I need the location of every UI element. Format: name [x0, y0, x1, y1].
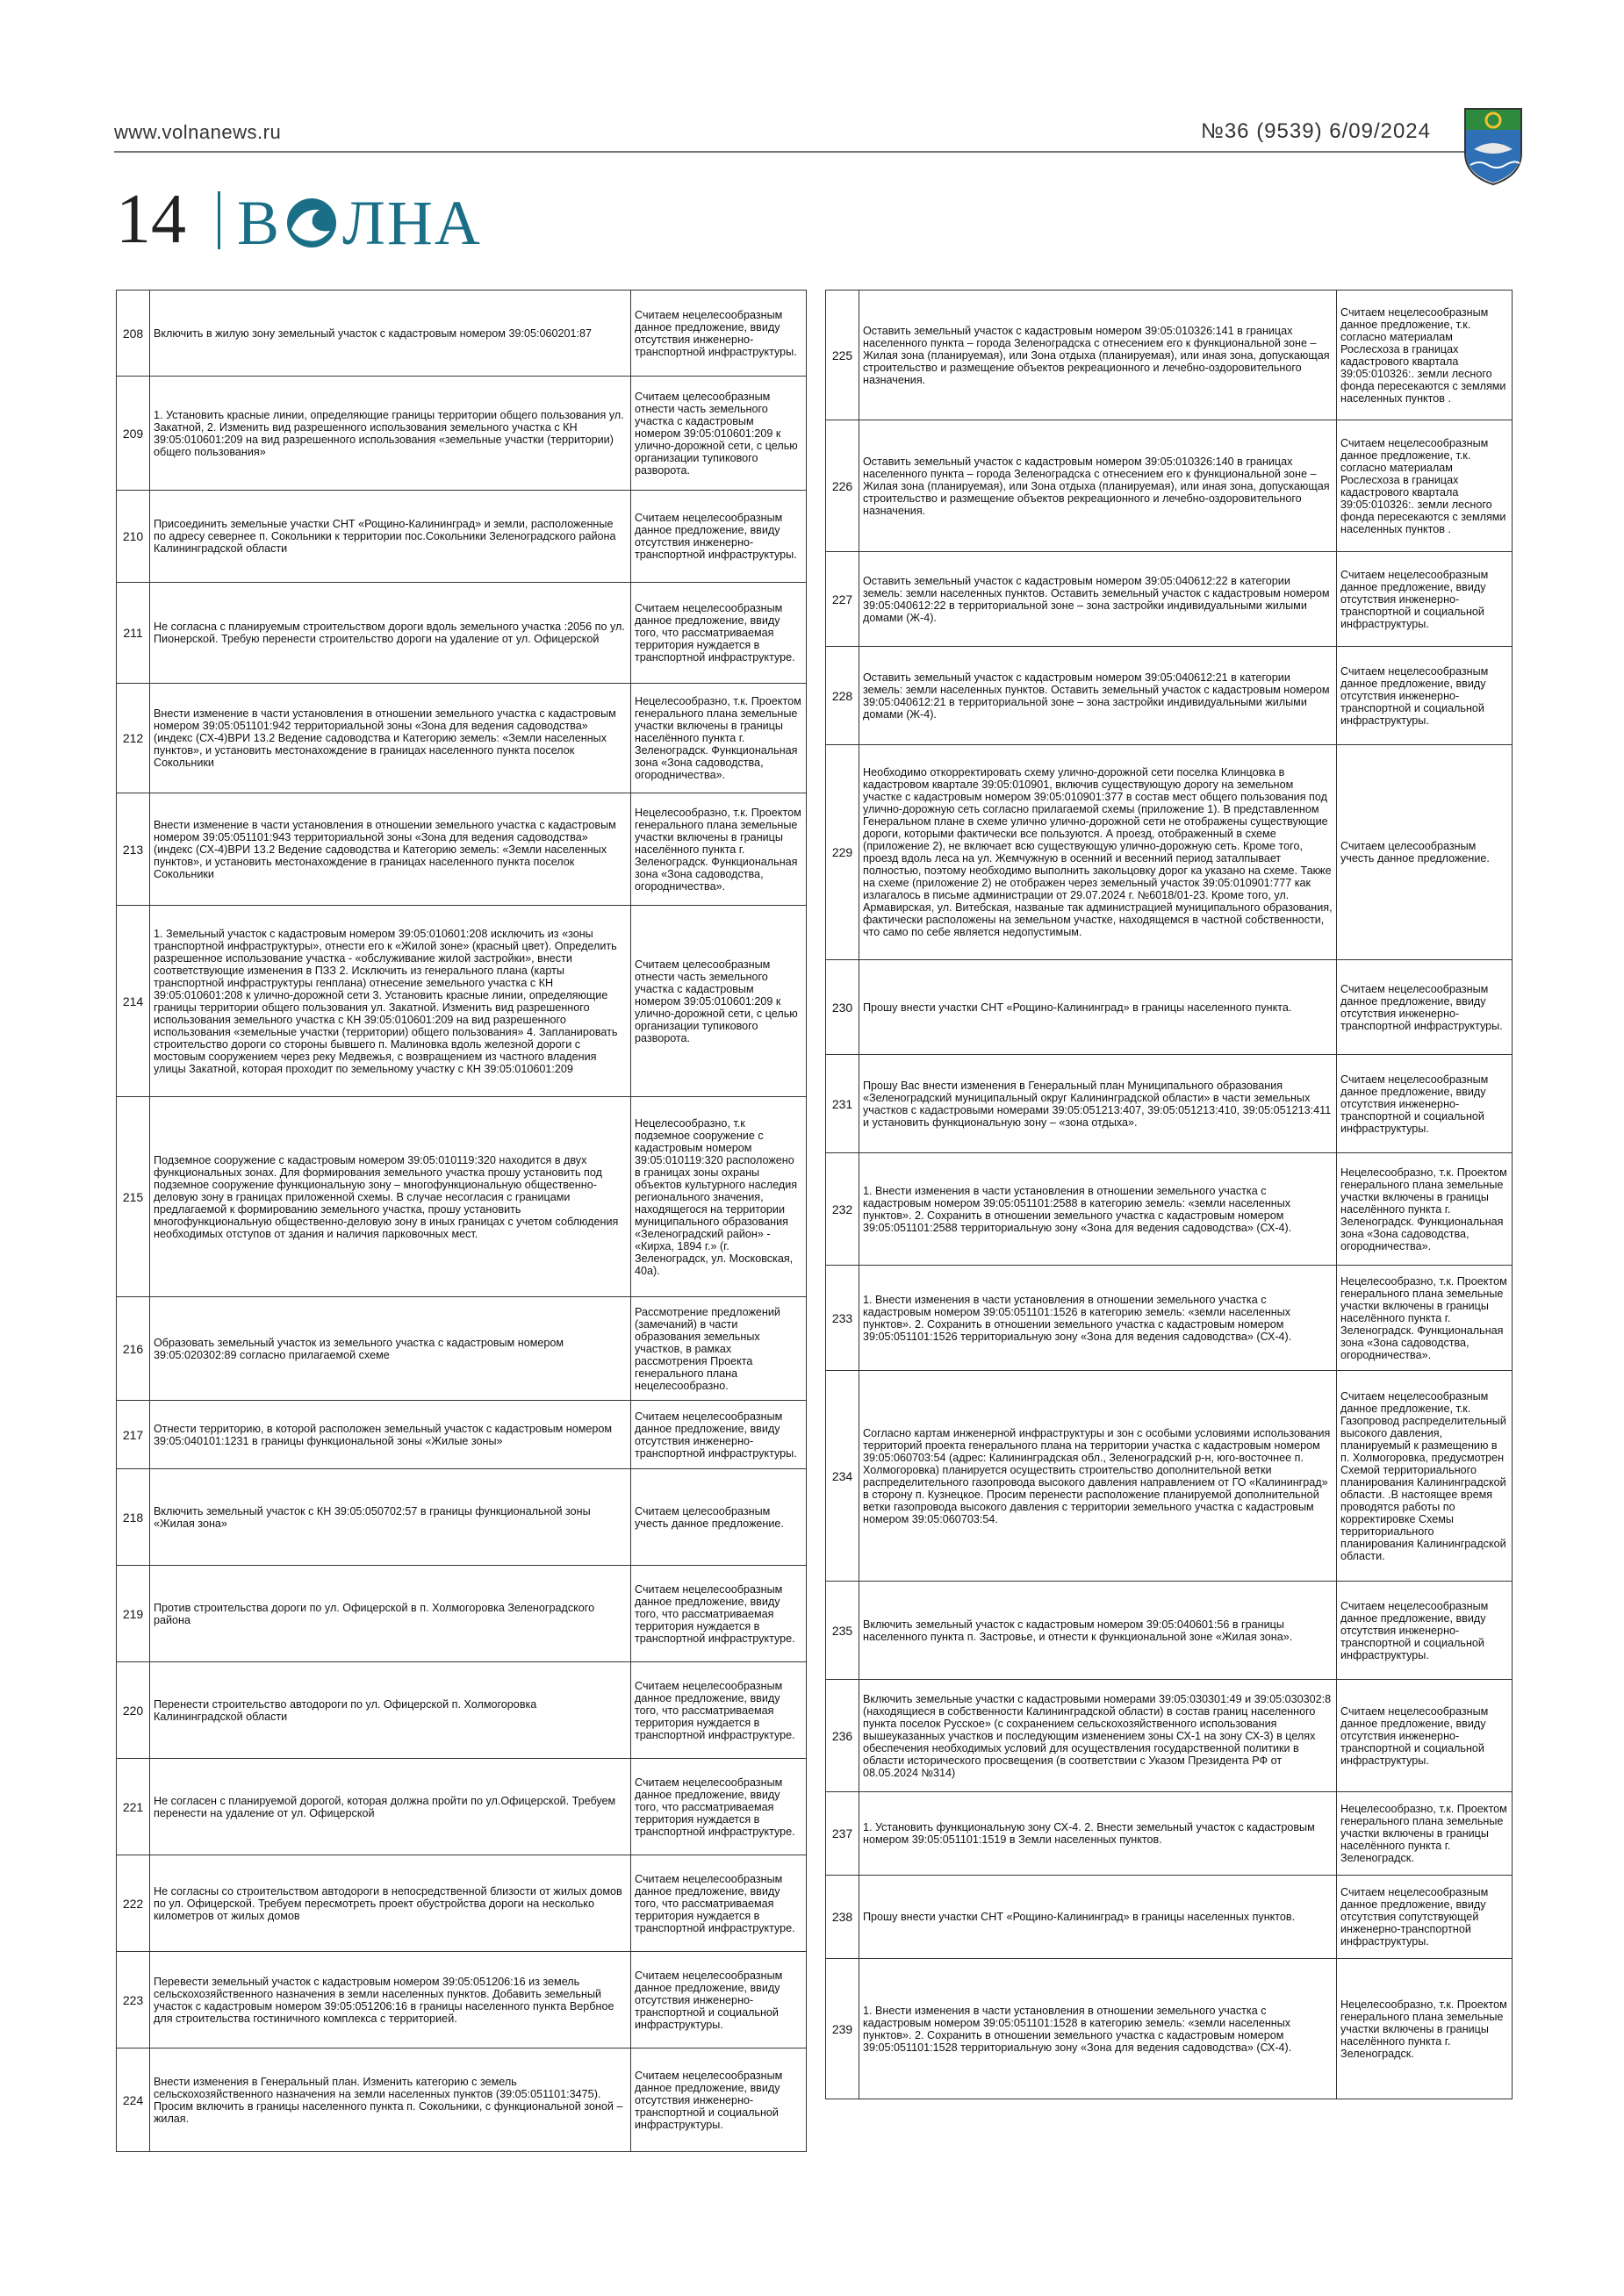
- table-row: [826, 1876, 1513, 1959]
- wave-logo-icon: [284, 196, 339, 250]
- row-number: 209: [117, 377, 150, 491]
- decision-text: Считаем нецелесообразным данное предложение, ввиду того, что рассматриваемая территория нуждается в транспортной инфраструктуре.: [631, 583, 807, 684]
- proposal-text: Включить в жилую зону земельный участок с кадастровым номером 39:05:060201:87: [150, 291, 631, 377]
- table-row: [117, 1662, 807, 1759]
- row-number: 235: [826, 1582, 859, 1680]
- decision-text: Считаем нецелесообразным данное предложение, ввиду отсутствия инженерно-транспортной и социальной инфраструктуры.: [631, 1952, 807, 2048]
- proposal-text: 1. Установить красные линии, определяющие границы территории общего пользования ул. Закатной, 2. Изменить вид разрешенного использования земельного участка с КН 39:05:010601:209 на вид разрешенного использования «земельные участки (территории) общего пользования»: [150, 377, 631, 491]
- row-number: 234: [826, 1371, 859, 1582]
- decision-text: Считаем нецелесообразным данное предложение, ввиду отсутствия инженерно-транспортной и социальной инфраструктуры.: [631, 2048, 807, 2152]
- row-number: 227: [826, 552, 859, 647]
- proposal-text: Не согласна с планируемым строительством дороги вдоль земельного участка :2056 по ул. Пионерской. Требую перенести строительство дороги на удаление от ул. Офицерской: [150, 583, 631, 684]
- proposal-text: Перевести земельный участок с кадастровым номером 39:05:051206:16 из земель сельскохозяйственного назначения в земли населенных пунктов. Добавить земельный участок с кадастровым номером 39:05:051206:16 в границы населенного пункта Вербное для строительства гостиничного комплекса с территорией.: [150, 1952, 631, 2048]
- decision-text: Считаем нецелесообразным данное предложение, ввиду отсутствия инженерно-транспортной инфраструктуры.: [1337, 960, 1513, 1055]
- table-row: [826, 1792, 1513, 1876]
- issue-info: №36 (9539) 6/09/2024: [1201, 119, 1431, 143]
- decision-text: Считаем целесообразным отнести часть земельного участка с кадастровым номером 39:05:010601:209 к улично-дорожной сети, с целью организации тупикового разворота.: [631, 377, 807, 491]
- proposal-text: 1. Установить функциональную зону СХ-4. 2. Внести земельный участок с кадастровым номером 39:05:051101:1519 в Земли населенных пунктов.: [859, 1792, 1337, 1876]
- decision-text: Считаем нецелесообразным данное предложение, ввиду отсутствия инженерно-транспортной и социальной инфраструктуры.: [1337, 1055, 1513, 1153]
- proposals-table-right: [825, 290, 1513, 2099]
- table-row: [826, 1055, 1513, 1153]
- decision-text: Нецелесообразно, т.к. Проектом генерального плана земельные участки включены в границы населённого пункта г. Зеленоградск. Функциональная зона «Зона садоводства, огородничества».: [631, 684, 807, 793]
- coat-of-arms-icon: [1462, 105, 1525, 186]
- table-row: [117, 1855, 807, 1952]
- table-row: [826, 745, 1513, 960]
- masthead-letters-right: ЛНА: [342, 187, 482, 258]
- table-row: [826, 960, 1513, 1055]
- table-row: [826, 552, 1513, 647]
- site-url[interactable]: www.volnanews.ru: [114, 121, 282, 143]
- decision-text: Рассмотрение предложений (замечаний) в части образования земельных участков, в рамках рассмотрения Проекта генерального плана нецелесообразно.: [631, 1297, 807, 1401]
- decision-text: Нецелесообразно, т.к. Проектом генерального плана земельные участки включены в границы населённого пункта г. Зеленоградск. Функциональная зона «Зона садоводства, огородничества».: [1337, 1153, 1513, 1266]
- proposal-text: Присоединить земельные участки СНТ «Рощино-Калининград» и земли, расположенные по адресу севернее п. Сокольники к территории пос.Сокольники Зеленоградского района Калининградской области: [150, 491, 631, 583]
- decision-text: Считаем нецелесообразным данное предложение, ввиду того, что рассматриваемая территория нуждается в транспортной инфраструктуре.: [631, 1662, 807, 1759]
- row-number: 226: [826, 420, 859, 552]
- row-number: 217: [117, 1401, 150, 1469]
- row-number: 216: [117, 1297, 150, 1401]
- decision-text: Считаем нецелесообразным данное предложение, ввиду отсутствия инженерно-транспортной и социальной инфраструктуры.: [1337, 1680, 1513, 1792]
- decision-text: Считаем целесообразным отнести часть земельного участка с кадастровым номером 39:05:010601:209 к улично-дорожной сети, с целью организации тупикового разворота.: [631, 906, 807, 1097]
- proposal-text: Оставить земельный участок с кадастровым номером 39:05:010326:141 в границах населенного пункта – города Зеленоградска с отнесением его к функциональной зоне – Жилая зона (планируемая), или Зона отдыха (планируемая), или иная зона, допускающая строительство и размещение объектов рекреационного и лечебно-оздоровительного назначения.: [859, 291, 1337, 420]
- table-row: [117, 1952, 807, 2048]
- decision-text: Считаем нецелесообразным данное предложение, ввиду отсутствия инженерно-транспортной инфраструктуры.: [631, 1401, 807, 1469]
- row-number: 214: [117, 906, 150, 1097]
- proposal-text: Против строительства дороги по ул. Офицерской в п. Холмогоровка Зеленоградского района: [150, 1566, 631, 1662]
- table-row: [117, 1566, 807, 1662]
- table-row: [117, 2048, 807, 2152]
- proposal-text: Внести изменение в части установления в отношении земельного участка с кадастровым номером 39:05:051101:943 территориальной зоны «Зона для ведения садоводства» (индекс (СХ-4)ВРИ 13.2 Ведение садоводства и Категорию земель: «Земли населенных пунктов», и установить местонахождение в границах населенного пункта поселок Сокольники: [150, 793, 631, 906]
- proposal-text: Согласно картам инженерной инфраструктуры и зон с особыми условиями использования территорий проекта генерального плана на территории участка с кадастровым номером 39:05:060703:54 (адрес: Калининградская обл., Зеленоградский р-н, юго-восточнее п. Холмогоровка) планируется осуществить строительство дополнительной ветки распределительного газопровода высокого давления направлением от ГО «Калининград» в сторону п. Кузнецкое. Просим перенести расположение планируемой дополнительной ветки газопровода высокого давления с территории земельного участка с кадастровым номером 39:05:060703:54.: [859, 1371, 1337, 1582]
- row-number: 213: [117, 793, 150, 906]
- row-number: 236: [826, 1680, 859, 1792]
- table-row: [117, 1401, 807, 1469]
- decision-text: Считаем нецелесообразным данное предложение, ввиду отсутствия инженерно-транспортной инфраструктуры.: [631, 291, 807, 377]
- table-row: [826, 647, 1513, 745]
- row-number: 225: [826, 291, 859, 420]
- table-row: [826, 1959, 1513, 2099]
- table-row: [826, 1680, 1513, 1792]
- decision-text: Считаем нецелесообразным данное предложение, т.к. согласно материалам Рослесхоза в границах кадастрового квартала 39:05:010326:. земли лесного фонда пересекаются с землями населенных пунктов .: [1337, 291, 1513, 420]
- row-number: 224: [117, 2048, 150, 2152]
- proposal-text: Прошу внести участки СНТ «Рощино-Калининград» в границы населенного пункта.: [859, 960, 1337, 1055]
- decision-text: Считаем нецелесообразным данное предложение, т.к. Газопровод распределительный высокого давления, планируемый к размещению в п. Холмогоровка, предусмотрен Схемой территориального планирования Калининградской области. .В настоящее время проводятся работы по корректировке Схемы территориального планирования Калининградской области.: [1337, 1371, 1513, 1582]
- row-number: 231: [826, 1055, 859, 1153]
- table-row: [826, 291, 1513, 420]
- page-number: 14: [116, 181, 186, 258]
- table-row: [117, 491, 807, 583]
- proposals-table-left: [116, 290, 807, 2152]
- table-row: [117, 684, 807, 793]
- decision-text: Нецелесообразно, т.к подземное сооружение с кадастровым номером 39:05:010119:320 расположено в границах зоны охраны объектов культурного наследия регионального значения, находящегося на территории муниципального образования «Зеленоградский район» - «Кирха, 1894 г.» (г. Зеленоградск, ул. Московская, 40а).: [631, 1097, 807, 1297]
- table-row: [117, 906, 807, 1097]
- row-number: 232: [826, 1153, 859, 1266]
- proposal-text: Оставить земельный участок с кадастровым номером 39:05:040612:21 в категории земель: земли населенных пунктов. Оставить земельный участок с кадастровым номером 39:05:040612:21 в территориальной зоне – зона застройки индивидуальными жилыми домами (Ж-4).: [859, 647, 1337, 745]
- row-number: 210: [117, 491, 150, 583]
- decision-text: Считаем нецелесообразным данное предложение, ввиду того, что рассматриваемая территория нуждается в транспортной инфраструктуре.: [631, 1759, 807, 1855]
- decision-text: Считаем нецелесообразным данное предложение, т.к. согласно материалам Рослесхоза в границах кадастрового квартала 39:05:010326:. земли лесного фонда пересекаются с землями населенных пунктов .: [1337, 420, 1513, 552]
- row-number: 218: [117, 1469, 150, 1566]
- proposal-text: Прошу Вас внести изменения в Генеральный план Муниципального образования «Зеленоградский муниципальный округ Калининградской области» в части земельных участков с кадастровыми номерами 39:05:051213:407, 39:05:051213:410, 39:05:051213:411 и установить функциональную зону – «зона отдыха».: [859, 1055, 1337, 1153]
- row-number: 221: [117, 1759, 150, 1855]
- proposal-text: Оставить земельный участок с кадастровым номером 39:05:040612:22 в категории земель: земли населенных пунктов. Оставить земельный участок с кадастровым номером 39:05:040612:22 в территориальной зоне – зона застройки индивидуальными жилыми домами (Ж-4).: [859, 552, 1337, 647]
- decision-text: Считаем нецелесообразным данное предложение, ввиду отсутствия инженерно-транспортной и социальной инфраструктуры.: [1337, 647, 1513, 745]
- decision-text: Считаем нецелесообразным данное предложение, ввиду отсутствия инженерно-транспортной инфраструктуры.: [631, 491, 807, 583]
- row-number: 233: [826, 1266, 859, 1371]
- table-row: [826, 1266, 1513, 1371]
- decision-text: Нецелесообразно, т.к. Проектом генерального плана земельные участки включены в границы населённого пункта г. Зеленоградск.: [1337, 1959, 1513, 2099]
- proposal-text: Подземное сооружение с кадастровым номером 39:05:010119:320 находится в двух функциональных зонах. Для формирования земельного участка прошу установить под подземное сооружение функциональную зону – многофункциональную общественно-деловую зону в границах приложенной схемы. В случае несогласия с границами предлагаемой к формированию земельного участка, прошу установить многофункциональную общественно-деловую зону в иных границах с учетом соблюдения необходимых отступов от здания и наличия парковочных мест.: [150, 1097, 631, 1297]
- table-row: [826, 1582, 1513, 1680]
- header-rule: [114, 151, 1519, 153]
- table-row: [117, 1469, 807, 1566]
- row-number: 238: [826, 1876, 859, 1959]
- decision-text: Считаем целесообразным учесть данное предложение.: [631, 1469, 807, 1566]
- row-number: 228: [826, 647, 859, 745]
- decision-text: Нецелесообразно, т.к. Проектом генерального плана земельные участки включены в границы населённого пункта г. Зеленоградск.: [1337, 1792, 1513, 1876]
- proposal-text: Внести изменение в части установления в отношении земельного участка с кадастровым номером 39:05:051101:942 территориальной зоны «Зона для ведения садоводства» (индекс (СХ-4)ВРИ 13.2 Ведение садоводства и Категорию земель: «Земли населенных пунктов», и установить местонахождение в границах населенного пункта поселок Сокольники: [150, 684, 631, 793]
- proposal-text: Включить земельные участки с кадастровыми номерами 39:05:030301:49 и 39:05:030302:8 (находящиеся в собственности Калининградской области) в состав границ населенного пункта поселок Русское» (с сохранением сельскохозяйственного использования вышеуказанных участков и последующим изменением зоны СХ-1 на зону СХ-3) в целях обеспечения необходимых условий для осуществления государственной политики в области исторического просвещения (в соответствии с Указом Президента РФ от 08.05.2024 №314): [859, 1680, 1337, 1792]
- table-row: [117, 377, 807, 491]
- proposal-text: Необходимо откорректировать схему улично-дорожной сети поселка Клинцовка в кадастровом квартале 39:05:010901, включив существующую дорогу на земельном участке с кадастровым номером 39:05:010901:377 в состав мест общего пользования под улично-дорожную сеть согласно прилагаемой схемы (приложение 1). В представленном Генеральном плане в схеме улично улично-дорожной сети не отображены существующие дороги, которыми фактически все пользуются. А проезд, отображенный в схеме (приложение 2), не включает всю существующую улично-дорожную сеть. Кроме того, проезд вдоль леса на ул. Жемчужную в осенний и весенний период заталпывает полностью, поэтому необходимо выполнить закольцовку дорог ка указано на схеме. Также на схеме (приложение 2) не отображен через земельный участок 39:05:010901:777 как излагалось в письме администрации от 29.07.2024 г. №6018/01-23. Кроме того, ул. Армавирская, ул. Витебская, названые так администрацией муниципального образования, фактически расположены на земельном участке, находящемся в частной собственности, что само по себе является недопустимым.: [859, 745, 1337, 960]
- table-row: [117, 1759, 807, 1855]
- table-row: [117, 291, 807, 377]
- masthead-logo[interactable]: [237, 188, 482, 258]
- page-number-divider: [218, 191, 220, 249]
- table-row: [117, 583, 807, 684]
- proposal-text: Оставить земельный участок с кадастровым номером 39:05:010326:140 в границах населенного пункта – города Зеленоградска с отнесением его к функциональной зоне – Жилая зона (планируемая), или Зона отдыха (планируемая), или иная зона, допускающая строительство и размещение объектов рекреационного и лечебно-оздоровительного назначения.: [859, 420, 1337, 552]
- row-number: 229: [826, 745, 859, 960]
- table-row: [826, 420, 1513, 552]
- proposal-text: Включить земельный участок с кадастровым номером 39:05:040601:56 в границы населенного пункта п. Застровье, и отнести к функциональной зоне «Жилая зона».: [859, 1582, 1337, 1680]
- table-row: [117, 793, 807, 906]
- proposal-text: Прошу внести участки СНТ «Рощино-Калининград» в границы населенных пунктов.: [859, 1876, 1337, 1959]
- proposal-text: 1. Земельный участок с кадастровым номером 39:05:010601:208 исключить из «зоны транспортной инфраструктуры», отнести его к «Жилой зоне» (красный цвет). Определить разрешенное использование участка - «обслуживание жилой застройки», внести соответствующие изменения в ПЗЗ 2. Исключить из генерального плана (карты транспортной инфраструктуры генплана) отнесение земельного участка с КН 39:05:010601:208 к улично-дорожной сети 3. Установить красные линии, определяющие границы территории общего пользования ул. Закатной. Изменить вид разрешенного использования земельного участка с КН 39:05:010601:209 на вид разрешенного использования «земельные участки (территории) общего пользования» 4. Запланировать строительство дороги со стороны бывшего п. Малиновка вдоль железной дороги с мостовым сооружением через реку Медвежья, с возвращением из частного владения улицы Закатной, которая проходит по земельному участку с КН 39:05:010601:209: [150, 906, 631, 1097]
- row-number: 212: [117, 684, 150, 793]
- row-number: 237: [826, 1792, 859, 1876]
- row-number: 239: [826, 1959, 859, 2099]
- table-row: [826, 1153, 1513, 1266]
- proposal-text: Образовать земельный участок из земельного участка с кадастровым номером 39:05:020302:89 согласно прилагаемой схеме: [150, 1297, 631, 1401]
- decision-text: Считаем нецелесообразным данное предложение, ввиду отсутствия инженерно-транспортной и социальной инфраструктуры.: [1337, 552, 1513, 647]
- masthead-letter-left: В: [237, 187, 282, 258]
- decision-text: Нецелесообразно, т.к. Проектом генерального плана земельные участки включены в границы населённого пункта г. Зеленоградск. Функциональная зона «Зона садоводства, огородничества».: [1337, 1266, 1513, 1371]
- row-number: 230: [826, 960, 859, 1055]
- row-number: 215: [117, 1097, 150, 1297]
- decision-text: Нецелесообразно, т.к. Проектом генерального плана земельные участки включены в границы населённого пункта г. Зеленоградск. Функциональная зона «Зона садоводства, огородничества».: [631, 793, 807, 906]
- row-number: 222: [117, 1855, 150, 1952]
- decision-text: Считаем нецелесообразным данное предложение, ввиду того, что рассматриваемая территория нуждается в транспортной инфраструктуре.: [631, 1566, 807, 1662]
- proposal-text: Отнести территорию, в которой расположен земельный участок с кадастровым номером 39:05:040101:1231 в границы функциональной зоны «Жилые зоны»: [150, 1401, 631, 1469]
- row-number: 219: [117, 1566, 150, 1662]
- decision-text: Считаем нецелесообразным данное предложение, ввиду отсутствия сопутствующей инженерно-транспортной инфраструктуры.: [1337, 1876, 1513, 1959]
- decision-text: Считаем нецелесообразным данное предложение, ввиду того, что рассматриваемая территория нуждается в транспортной инфраструктуре.: [631, 1855, 807, 1952]
- proposal-text: 1. Внести изменения в части установления в отношении земельного участка с кадастровым номером 39:05:051101:2588 в категорию земель: «земли населенных пунктов». 2. Сохранить в отношении земельного участка с кадастровым номером 39:05:051101:2588 территориальную зону «Зона для ведения садоводства» (СХ-4).: [859, 1153, 1337, 1266]
- proposal-text: Не согласны со строительством автодороги в непосредственной близости от жилых домов по ул. Офицерской. Требуем пересмотреть проект обустройства дороги на несколько километров от жилых домов: [150, 1855, 631, 1952]
- proposal-text: 1. Внести изменения в части установления в отношении земельного участка с кадастровым номером 39:05:051101:1526 в категорию земель: «земли населенных пунктов». 2. Сохранить в отношении земельного участка с кадастровым номером 39:05:051101:1526 территориальную зону «Зона для ведения садоводства» (СХ-4).: [859, 1266, 1337, 1371]
- table-row: [826, 1371, 1513, 1582]
- proposal-text: Не согласен с планируемой дорогой, которая должна пройти по ул.Офицерской. Требуем перенести на удаление от ул. Офицерской: [150, 1759, 631, 1855]
- proposal-text: Включить земельный участок с КН 39:05:050702:57 в границы функциональной зоны «Жилая зона»: [150, 1469, 631, 1566]
- table-row: [117, 1297, 807, 1401]
- table-row: [117, 1097, 807, 1297]
- proposal-text: Внести изменения в Генеральный план. Изменить категорию с земель сельскохозяйственного назначения на земли населенных пунктов (39:05:051101:3475). Просим включить в границы населенного пункта п. Сокольники, с функциональной зоной – жилая.: [150, 2048, 631, 2152]
- row-number: 208: [117, 291, 150, 377]
- proposal-text: Перенести строительство автодороги по ул. Офицерской п. Холмогоровка Калининградской области: [150, 1662, 631, 1759]
- row-number: 220: [117, 1662, 150, 1759]
- decision-text: Считаем целесообразным учесть данное предложение.: [1337, 745, 1513, 960]
- proposal-text: 1. Внести изменения в части установления в отношении земельного участка с кадастровым номером 39:05:051101:1528 в категорию земель: «земли населенных пунктов». 2. Сохранить в отношении земельного участка с кадастровым номером 39:05:051101:1528 территориальную зону «Зона для ведения садоводства» (СХ-4).: [859, 1959, 1337, 2099]
- row-number: 223: [117, 1952, 150, 2048]
- row-number: 211: [117, 583, 150, 684]
- decision-text: Считаем нецелесообразным данное предложение, ввиду отсутствия инженерно-транспортной и социальной инфраструктуры.: [1337, 1582, 1513, 1680]
